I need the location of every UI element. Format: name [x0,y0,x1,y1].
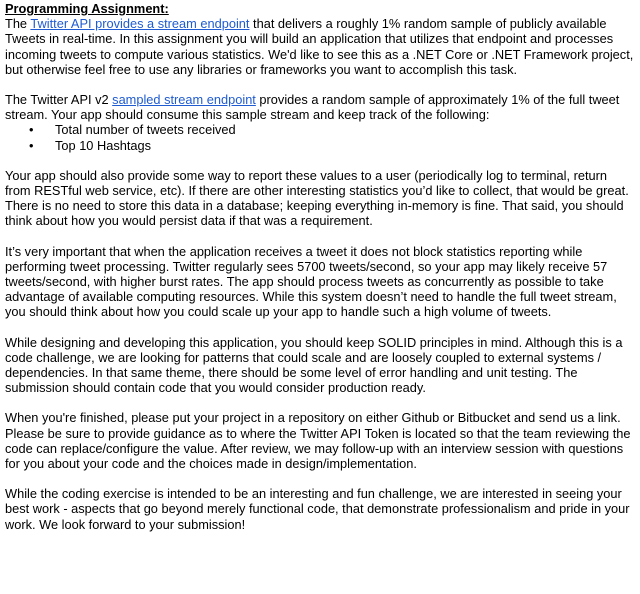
spacer [5,77,635,92]
api-text-start: The Twitter API v2 [5,92,113,108]
spacer [5,471,635,486]
spacer [5,153,635,168]
assignment-title: Programming Assignment: [5,1,169,16]
paragraph-closing: While the coding exercise is intended to be an interesting and fun challenge, we are interested in seeing your best work - aspects that go beyond merely functional code, that demonstrate professionalism and pride in your work. We look forward to your submission! [5,486,630,532]
paragraph-concurrency: It’s very important that when the application receives a tweet it does not block statistics reporting while performing tweet processing. Twitter regularly sees 5700 tweets/second, so your app may likely receive 57 tweets/second, with higher burst rates. The app should process tweets as concurrently as possible to take advantage of available computing resources. While this system doesn’t need to handle the full tweet stream, you should think about how you could scale up your app to handle such a high volume of tweets. [5,243,617,320]
bullet-icon: • [29,122,34,138]
list-item-text: Top 10 Hashtags [55,137,152,153]
stream-endpoint-link[interactable]: Twitter API provides a stream endpoint [30,16,250,32]
paragraph-intro [5,16,635,77]
requirements-list [5,122,635,152]
list-item [5,138,635,153]
intro-text-start: The [5,16,31,32]
heading [5,1,635,16]
intro-text-rest: that delivers a roughly 1% random sample of publicly available Tweets in real-time. In this assignment you will build an application that utilizes that endpoint and processes incoming tweets to compute various statistics. We'd like to see this as a .NET Core or .NET Framework project, but otherwise feel free to use any libraries or frameworks you want to accomplish this task. [5,16,634,77]
document [5,1,635,532]
list-item-text: Total number of tweets received [55,122,236,138]
paragraph-api [5,92,635,122]
api-text-rest: provides a random sample of approximately 1% of the full tweet stream. Your app should consume this sample stream and keep track of the following: [5,92,620,123]
paragraph-solid: While designing and developing this application, you should keep SOLID principles in mind. Although this is a code challenge, we are looking for patterns that could scale and are loosely coupled to external systems / dependencies. In that same theme, there should be some level of error handling and unit testing. The submission should contain code that you would consider production ready. [5,334,623,396]
paragraph-submission: When you're finished, please put your project in a repository on either Github or Bitbucket and send us a link. Please be sure to provide guidance as to where the Twitter API Token is located so that the team reviewing the code can replace/configure the value. After review, we may follow-up with an interview session with questions for you about your code and the choices made in design/implementation. [5,410,631,472]
bullet-icon: • [29,137,34,153]
spacer [5,320,635,335]
spacer [5,395,635,410]
spacer [5,229,635,244]
list-item [5,122,635,137]
paragraph-reporting: Your app should also provide some way to report these values to a user (periodically log to terminal, return from RESTful web service, etc). If there are other interesting statistics you’d like to collect, that would be great. There is no need to store this data in a database; keeping everything in-memory is fine. That said, you should think about how you would persist data if that was a requirement. [5,167,629,229]
sampled-stream-link[interactable]: sampled stream endpoint [112,92,256,108]
